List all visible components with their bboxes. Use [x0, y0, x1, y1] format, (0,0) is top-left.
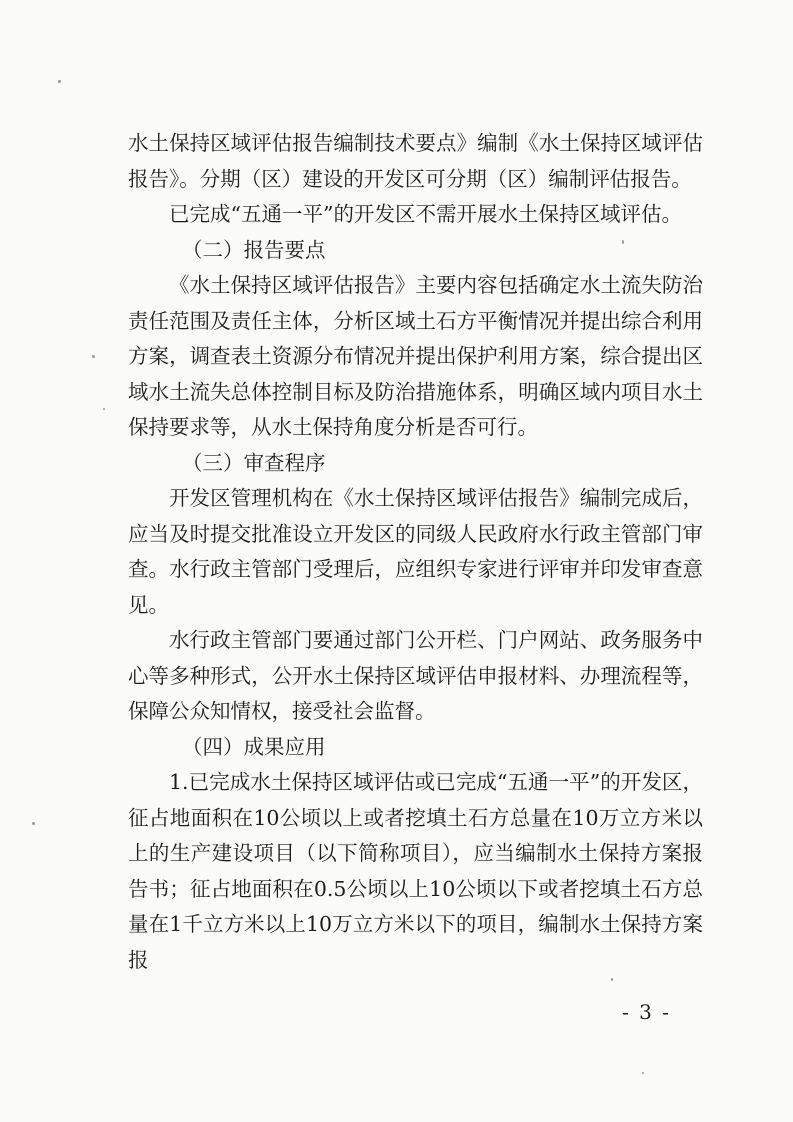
scan-speck	[642, 1072, 644, 1074]
scan-speck	[103, 408, 105, 410]
page-number: - 3 -	[622, 1000, 671, 1024]
paragraph-wutong: 已完成“五通一平”的开发区不需开展水土保持区域评估。	[169, 202, 682, 226]
section-heading-report-points: （二）报告要点	[182, 237, 326, 262]
section-heading-review-procedure: （三）审查程序	[182, 450, 326, 475]
section-heading-results-application: （四）成果应用	[182, 734, 326, 759]
scan-speck	[622, 240, 624, 244]
scan-speck	[611, 978, 613, 981]
scan-speck	[92, 355, 95, 358]
document-body	[128, 126, 703, 978]
paragraph-review-submission: 开发区管理机构在《水土保持区域评估报告》编制完成后，应当及时提交批准设立开发区的同级人民政府水行政主管部门审查。水行政主管部门受理后，应组织专家进行评审并印发审查意见。	[128, 486, 703, 617]
paragraph-report-content: 《水土保持区域评估报告》主要内容包括确定水土流失防治责任范围及责任主体，分析区域土石方平衡情况并提出综合利用方案，调查表土资源分布情况并提出保护利用方案，综合提出区域水土流失总体控制目标及防治措施体系，明确区域内项目水土保持要求等，从水土保持角度分析是否可行。	[128, 273, 703, 439]
paragraph-results-item-1: 1.已完成水土保持区域评估或已完成“五通一平”的开发区，征占地面积在10公顷以上或者挖填土石方总量在10万立方米以上的生产建设项目（以下简称项目），应当编制水土保持方案报告书；征占地面积在0.5公顷以上10公顷以下或者挖填土石方总量在1千立方米以上10万立方米以下的项目，编制水土保持方案报	[128, 770, 703, 972]
scan-speck	[58, 80, 61, 83]
paragraph-continuation: 水土保持区域评估报告编制技术要点》编制《水土保持区域评估报告》。分期（区）建设的开发区可分期（区）编制评估报告。	[128, 131, 703, 191]
scan-speck	[32, 822, 35, 825]
paragraph-public-disclosure: 水行政主管部门要通过部门公开栏、门户网站、政务服务中心等多种形式，公开水土保持区域评估申报材料、办理流程等，保障公众知情权，接受社会监督。	[128, 628, 703, 723]
